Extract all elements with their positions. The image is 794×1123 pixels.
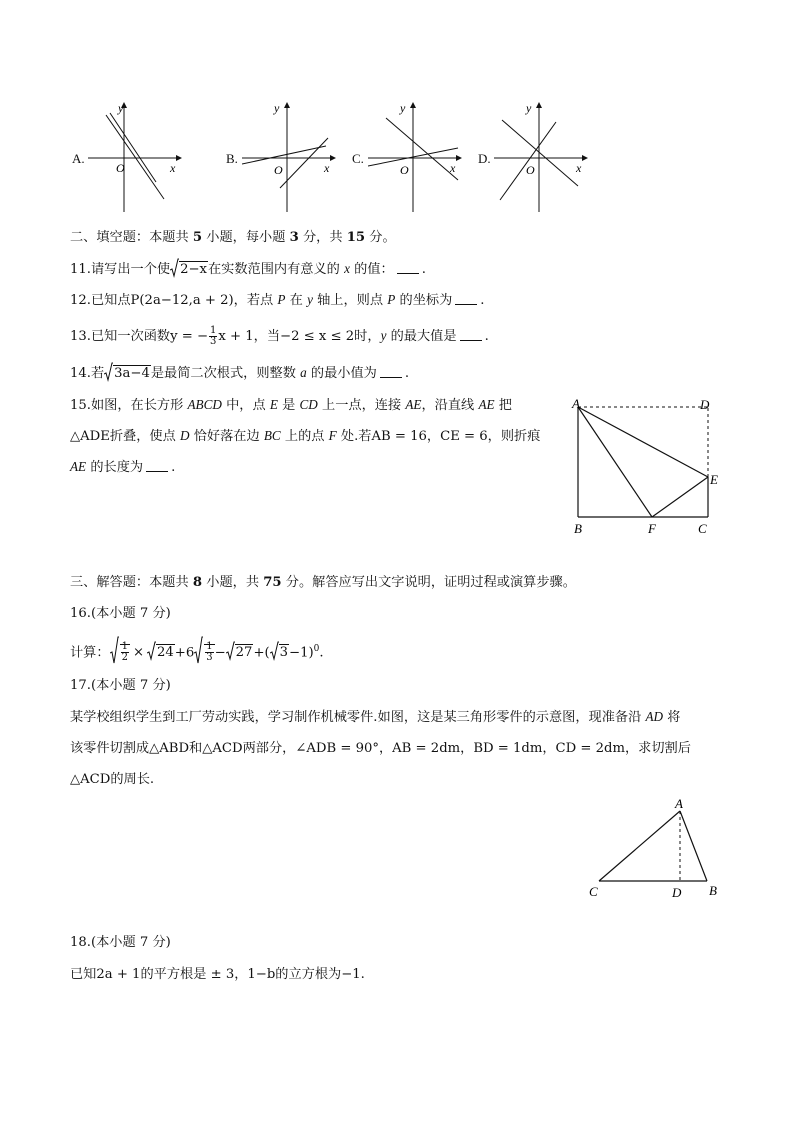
option-b-x: x: [324, 161, 330, 175]
answer-blank[interactable]: [455, 292, 477, 305]
question-17-line2: 该零件切割成△ABD和△ACD两部分，∠ADB = 90°，AB = 2dm，BD = 1dm，CD = 2dm，求切割后: [70, 741, 691, 756]
figure-15-rectangle: [566, 395, 726, 540]
option-b-graph: [242, 100, 337, 212]
question-12: 12.已知点P(2a−12,a + 2)，若点 P 在 y 轴上，则点 P 的坐标为 .: [70, 292, 485, 308]
option-c-x: x: [450, 161, 456, 175]
option-b-label: B.: [226, 151, 238, 166]
option-a-graph: [88, 100, 183, 212]
fig15-label-e: E: [710, 472, 718, 487]
option-c-graph: [368, 100, 463, 212]
question-15-line1: 15.如图，在长方形 ABCD 中，点 E 是 CD 上一点，连接 AE，沿直线 AE 把: [70, 397, 512, 413]
question-15-line3: AE 的长度为 .: [70, 459, 176, 475]
question-16-heading: 16.(本小题 7 分): [70, 606, 171, 621]
option-a-y: y: [118, 101, 124, 115]
option-c-origin: O: [400, 163, 409, 177]
sqrt-27: 27: [226, 644, 254, 662]
option-d-x: x: [576, 161, 582, 175]
figure-17-triangle: [584, 795, 724, 900]
question-17-line1: 某学校组织学生到工厂劳动实践，学习制作机械零件.如图，这是某三角形零件的示意图，现准备沿 AD 将: [70, 709, 681, 725]
answer-blank[interactable]: [146, 459, 168, 472]
fig17-label-d: D: [672, 885, 682, 900]
question-13: 13.已知一次函数y = − $\frac{1}{3}$ x + 1，当−2 ≤ x ≤ 2时，y 的最大值是 .: [70, 325, 489, 347]
answer-blank[interactable]: [460, 328, 482, 341]
option-c-label: C.: [352, 151, 364, 166]
question-18-heading: 18.(本小题 7 分): [70, 935, 171, 950]
option-d-origin: O: [526, 163, 535, 177]
sqrt-24: 24: [147, 644, 175, 662]
fig15-label-d: D: [700, 397, 710, 412]
question-16-expression: 计算： $\frac{1}{2}$ × 24+6 $\frac{1}{3}$ − 27+( 3−1)$^0$.: [70, 640, 324, 663]
fig15-label-a: A: [572, 396, 580, 411]
section3-heading: 三、解答题：本题共 8 小题，共 75 分。解答应写出文字说明，证明过程或演算步骤。: [70, 575, 576, 590]
fig15-label-b: B: [574, 521, 582, 536]
option-a-origin: O: [116, 161, 125, 175]
option-d-label: D.: [478, 151, 491, 166]
option-a-label: A.: [72, 151, 85, 166]
sqrt-fraction: $\frac{1}{3}$: [194, 642, 214, 663]
section2-heading: 二、填空题：本题共 5 小题，每小题 3 分，共 15 分。: [70, 230, 396, 245]
question-11: 11.请写出一个使 2−x在实数范围内有意义的 x 的值： .: [70, 261, 426, 277]
sqrt-fraction: $\frac{1}{2}$: [110, 642, 130, 663]
sqrt-expression: 3a−4: [104, 365, 151, 383]
question-15-line2: △ADE折叠，使点 D 恰好落在边 BC 上的点 F 处.若AB = 16，CE = 6，则折痕: [70, 428, 541, 444]
option-b-origin: O: [274, 163, 283, 177]
fig17-label-c: C: [589, 884, 598, 899]
option-c-y: y: [400, 101, 406, 115]
question-17-heading: 17.(本小题 7 分): [70, 678, 171, 693]
fig15-label-f: F: [648, 521, 656, 536]
option-b-y: y: [274, 101, 280, 115]
option-a-x: x: [170, 161, 176, 175]
question-17-line3: △ACD的周长.: [70, 772, 155, 787]
answer-blank[interactable]: [397, 261, 419, 274]
fraction: $\frac{1}{3}$: [210, 325, 217, 347]
sqrt-3: 3: [270, 644, 289, 662]
fig17-label-a: A: [675, 796, 683, 811]
fig17-label-b: B: [709, 883, 717, 898]
fig15-label-c: C: [698, 521, 707, 536]
answer-blank[interactable]: [380, 365, 402, 378]
question-14: 14.若 3a−4是最简二次根式，则整数 a 的最小值为 .: [70, 365, 410, 381]
option-d-graph: [494, 100, 589, 212]
question-18-text: 已知2a + 1的平方根是 ± 3，1−b的立方根为−1.: [70, 967, 365, 982]
option-d-y: y: [526, 101, 532, 115]
option-graphs: [0, 95, 794, 215]
sqrt-expression: 2−x: [170, 261, 208, 279]
